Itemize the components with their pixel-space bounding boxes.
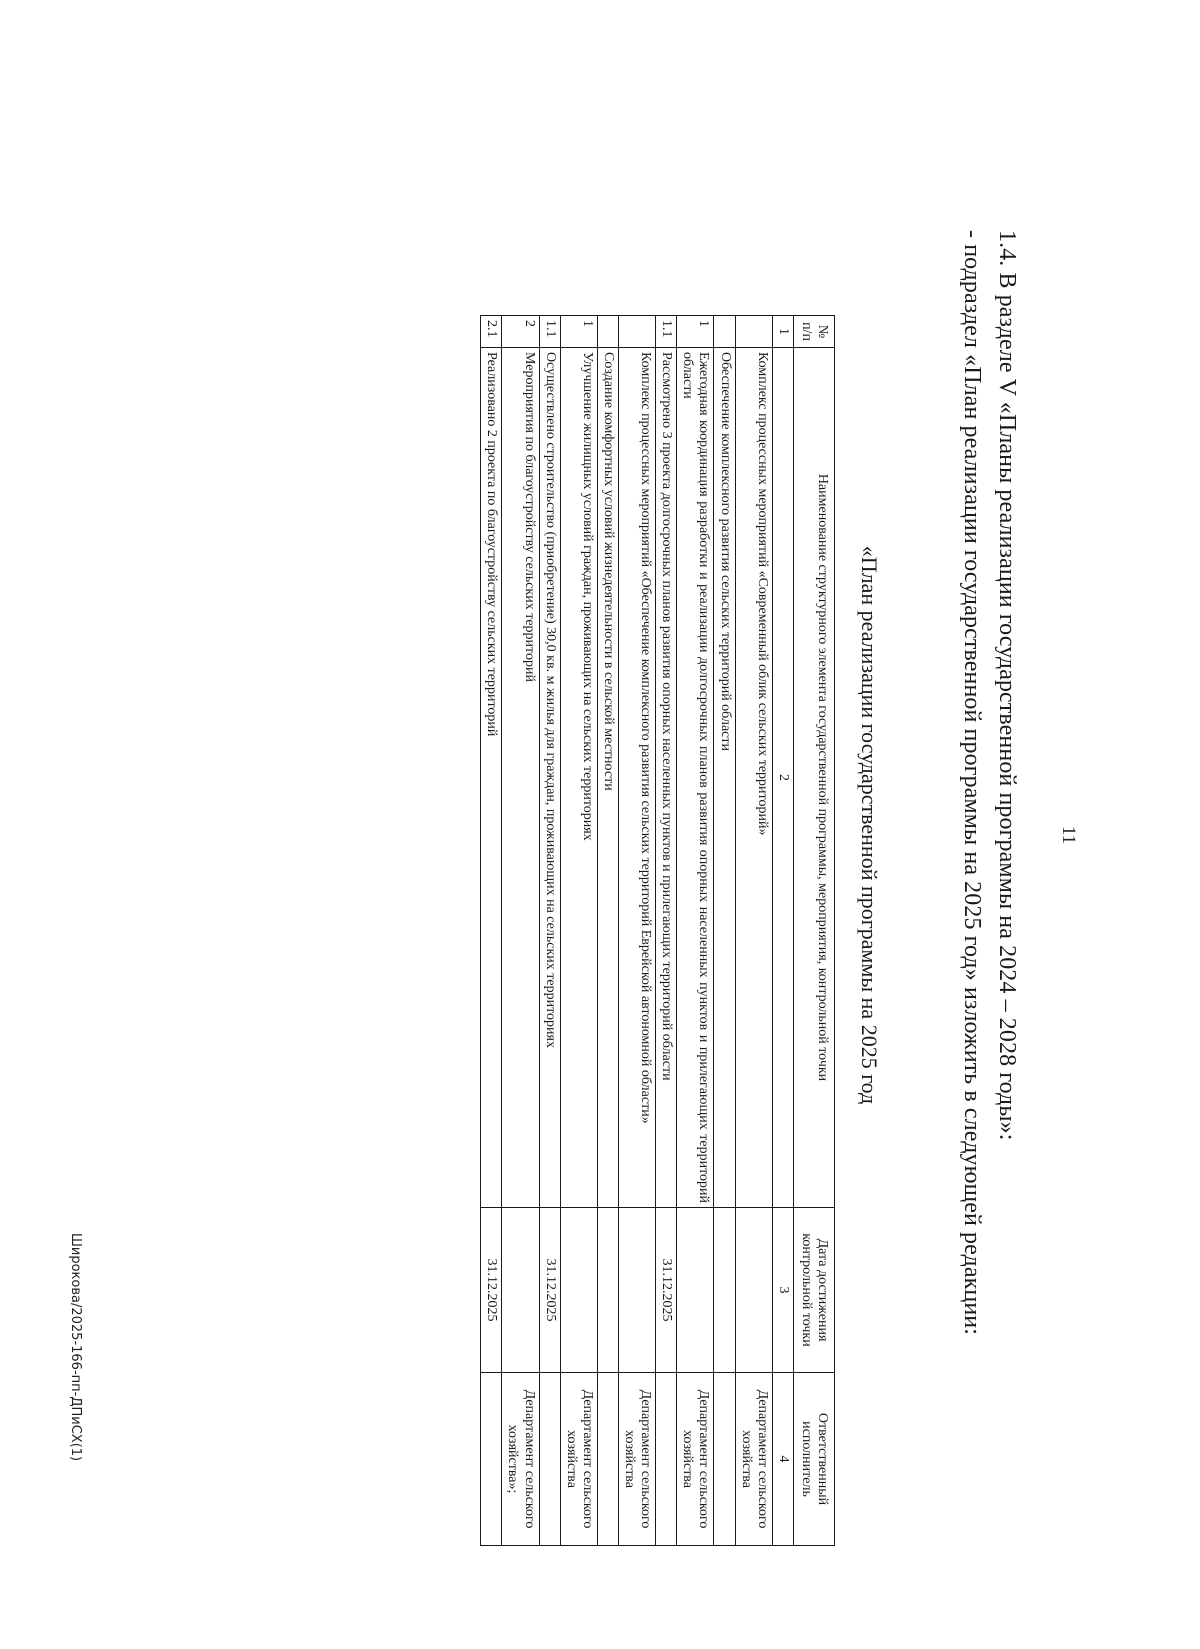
row-date-cell [714,1208,735,1373]
column-number: 2 [772,348,793,1208]
row-executor-cell [714,1373,735,1546]
table-row [714,316,735,1546]
row-number-cell [735,316,772,348]
row-name-cell: Улучшение жилищных условий граждан, проживающих на сельских территориях [560,348,597,1208]
column-number: 1 [772,316,793,348]
column-number-row [772,316,793,1546]
row-executor-cell: Департамент сельского хозяйства [618,1373,655,1546]
row-date-cell [502,1208,539,1373]
row-executor-cell [597,1373,618,1546]
row-name-cell: Рассмотрено 3 проекта долгосрочных планов развития опорных населенных пунктов и прилегающих территорий области [656,348,677,1208]
row-number-cell: 1.1 [656,316,677,348]
plan-title: «План реализации государственной программы на 2025 год [857,545,882,1105]
row-date-cell [735,1208,772,1373]
table-row [481,316,502,1546]
row-number-cell: 1 [560,316,597,348]
column-number: 4 [772,1373,793,1546]
table-row [539,316,560,1546]
table-row [560,316,597,1546]
row-date-cell: 31.12.2025 [539,1208,560,1373]
row-name-cell: Комплекс процессных мероприятий «Современный облик сельских территорий» [735,348,772,1208]
row-date-cell [560,1208,597,1373]
row-number-cell: 2.1 [481,316,502,348]
row-date-cell [597,1208,618,1373]
row-number-cell: 1.1 [539,316,560,348]
row-name-cell: Мероприятия по благоустройству сельских территорий [502,348,539,1208]
row-number-cell [618,316,655,348]
row-name-cell: Создание комфортных условий жизнедеятельности в сельской местности [597,348,618,1208]
table-row [735,316,772,1546]
page-number: 11 [1058,825,1079,845]
table-row [597,316,618,1546]
row-name-cell: Комплекс процессных мероприятий «Обеспечение комплексного развития сельских территорий Еврейской автономной области» [618,348,655,1208]
section-heading: 1.4. В разделе V «Планы реализации государственной программы на 2024 – 2028 годы»: [994,230,1020,1141]
row-date-cell [618,1208,655,1373]
row-date-cell [677,1208,714,1373]
row-executor-cell: Департамент сельского хозяйства [677,1373,714,1546]
column-number: 3 [772,1208,793,1373]
row-number-cell [597,316,618,348]
table-row [677,316,714,1546]
row-date-cell: 31.12.2025 [656,1208,677,1373]
table-row [502,316,539,1546]
header-executor: Ответственный исполнитель [793,1373,834,1546]
document-code: Широкова/2025-166-пп-ДПиСХ(1) [68,1233,83,1462]
row-number-cell: 1 [677,316,714,348]
header-name: Наименование структурного элемента государственной программы, мероприятия, контрольной точки [793,348,834,1208]
table-header-row [793,316,834,1546]
row-number-cell [714,316,735,348]
rotated-page-content [85,105,1030,1545]
implementation-plan-table [480,315,835,1546]
row-executor-cell [481,1373,502,1546]
row-executor-cell [656,1373,677,1546]
row-date-cell: 31.12.2025 [481,1208,502,1373]
row-name-cell: Обеспечение комплексного развития сельских территорий области [714,348,735,1208]
row-name-cell: Ежегодная координация разработки и реализации долгосрочных планов развития опорных населенных пунктов и прилегающих территорий области [677,348,714,1208]
row-name-cell: Реализовано 2 проекта по благоустройству сельских территорий [481,348,502,1208]
header-num: № п/п [793,316,834,348]
row-executor-cell: Департамент сельского хозяйства»; [502,1373,539,1546]
row-executor-cell: Департамент сельского хозяйства [560,1373,597,1546]
table-row [656,316,677,1546]
subsection-heading: - подраздел «План реализации государственной программы на 2025 год» изложить в следующей редакции: [959,230,985,1335]
row-executor-cell [539,1373,560,1546]
row-number-cell: 2 [502,316,539,348]
header-date: Дата достижения контрольной точки [793,1208,834,1373]
row-executor-cell: Департамент сельского хозяйства [735,1373,772,1546]
row-name-cell: Осуществлено строительство (приобретение) 30,0 кв. м жилья для граждан, проживающих на сельских территориях [539,348,560,1208]
table-row [618,316,655,1546]
